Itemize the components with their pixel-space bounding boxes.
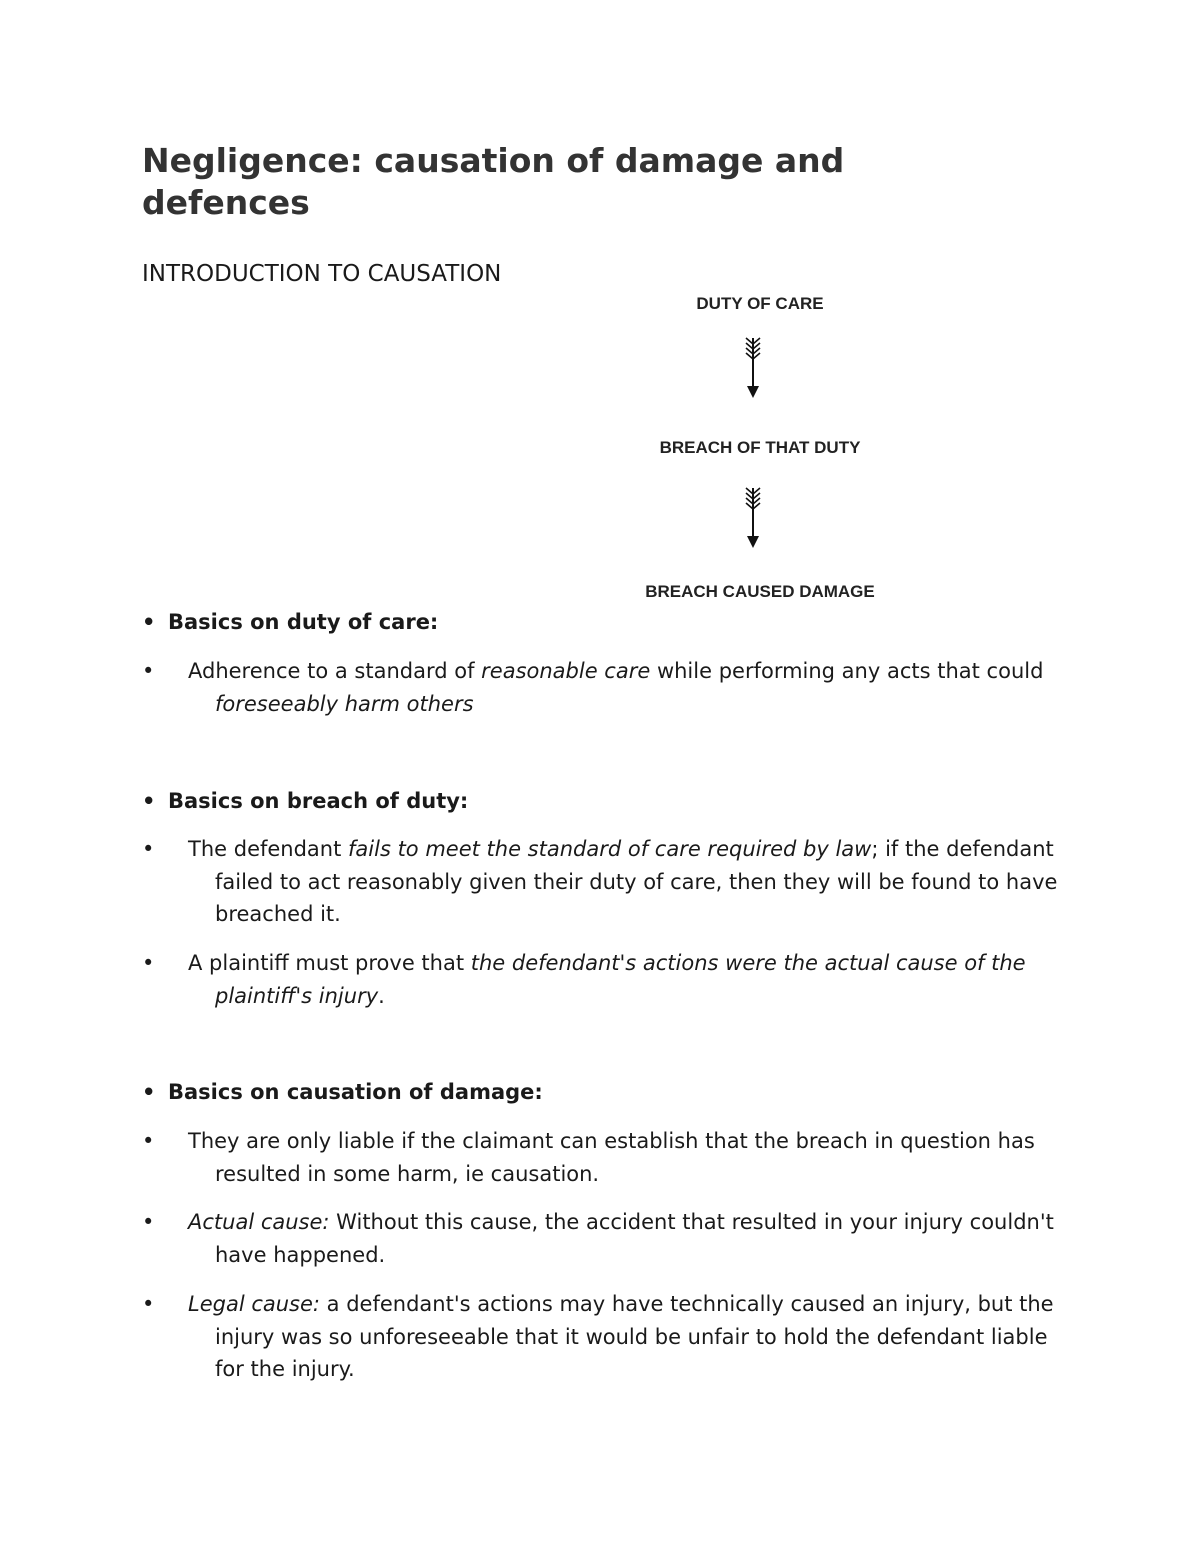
italic-text-run: Actual cause: bbox=[188, 1210, 330, 1234]
bullet-icon: • bbox=[142, 1292, 155, 1316]
flow-arrow-down-icon bbox=[742, 486, 764, 550]
bullet-icon: • bbox=[142, 659, 155, 683]
bullet-icon: • bbox=[142, 789, 156, 813]
list-item-text bbox=[142, 947, 1072, 1012]
italic-text-run: fails to meet the standard of care required by law bbox=[348, 837, 872, 861]
list-item bbox=[142, 947, 1072, 1012]
text-run: . bbox=[378, 983, 385, 1008]
list-item-text bbox=[142, 833, 1072, 931]
section-heading-text: Basics on duty of care: bbox=[168, 610, 439, 634]
section-heading-duty-of-care bbox=[142, 607, 438, 637]
list-item-text bbox=[142, 1288, 1072, 1386]
text-run: A plaintiff must prove that bbox=[188, 951, 471, 975]
text-run: while performing any acts that could bbox=[650, 659, 1044, 683]
list-item-text bbox=[142, 655, 1072, 720]
text-run: a defendant's actions may have technically caused an injury, but the injury was so unforeseeable that it would be unfair to hold the defendant liable for the injury. bbox=[215, 1292, 1054, 1381]
section-heading-causation-of-damage bbox=[142, 1077, 543, 1107]
list-item-text bbox=[142, 1125, 1072, 1190]
italic-text-run: Legal cause: bbox=[188, 1292, 320, 1316]
italic-text-run: foreseeably harm others bbox=[215, 691, 474, 716]
flow-arrow-down-icon bbox=[742, 336, 764, 400]
italic-text-run: reasonable care bbox=[481, 659, 651, 683]
list-item bbox=[142, 833, 1072, 931]
list-item bbox=[142, 1206, 1072, 1271]
italic-text-run: the defendant's actions were the actual cause of the plaintiff's injury bbox=[215, 951, 1026, 1008]
text-run: ; if the defendant failed to act reasonably given their duty of care, then they will be found to have breached it. bbox=[215, 837, 1058, 926]
list-item bbox=[142, 1288, 1072, 1386]
list-item bbox=[142, 655, 1072, 720]
section-heading-text: Basics on causation of damage: bbox=[168, 1080, 543, 1104]
section-heading: INTRODUCTION TO CAUSATION bbox=[142, 261, 502, 287]
document-title: Negligence: causation of damage and defences bbox=[142, 141, 845, 222]
causation-flow-diagram bbox=[600, 290, 920, 610]
bullet-icon: • bbox=[142, 837, 155, 861]
bullet-icon: • bbox=[142, 951, 155, 975]
flow-step-breach-caused-damage: BREACH CAUSED DAMAGE bbox=[645, 582, 875, 601]
section-heading-text: Basics on breach of duty: bbox=[168, 789, 469, 813]
text-run: Adherence to a standard of bbox=[188, 659, 482, 683]
text-run: The defendant bbox=[188, 837, 349, 861]
list-item bbox=[142, 1125, 1072, 1190]
text-run: They are only liable if the claimant can establish that the breach in question has resulted in some harm, ie causation. bbox=[188, 1129, 1035, 1186]
bullet-icon: • bbox=[142, 1080, 156, 1104]
bullet-icon: • bbox=[142, 610, 156, 634]
list-item-text bbox=[142, 1206, 1072, 1271]
section-heading-breach-of-duty bbox=[142, 786, 468, 816]
bullet-icon: • bbox=[142, 1210, 155, 1234]
flow-step-duty-of-care: DUTY OF CARE bbox=[696, 294, 824, 313]
text-run: Without this cause, the accident that resulted in your injury couldn't have happened. bbox=[215, 1210, 1054, 1267]
flow-step-breach-of-duty: BREACH OF THAT DUTY bbox=[659, 438, 861, 457]
bullet-icon: • bbox=[142, 1129, 155, 1153]
